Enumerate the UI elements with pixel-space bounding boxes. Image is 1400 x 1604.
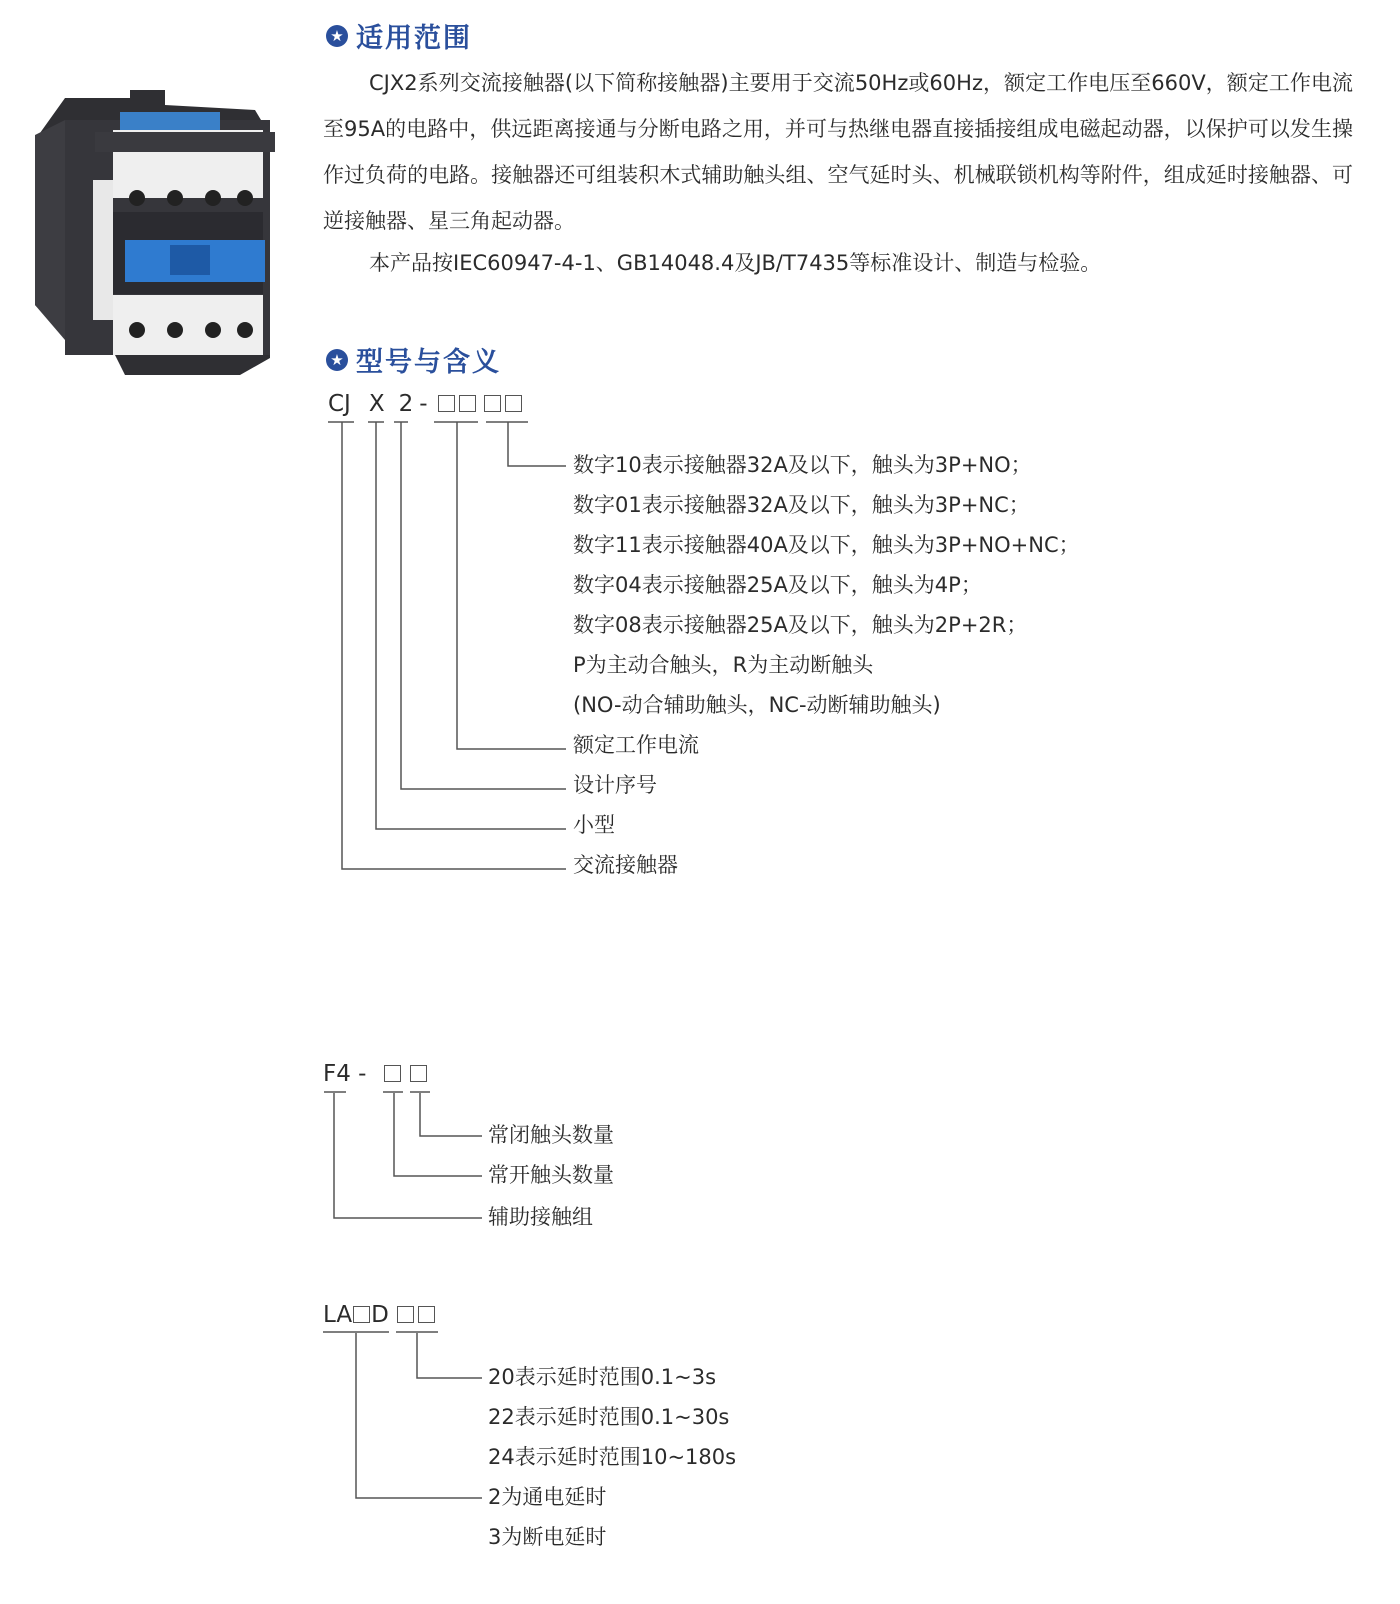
leader-line (420, 1093, 482, 1136)
placeholder-box (384, 1065, 401, 1082)
meaning-line: 2为通电延时 (488, 1485, 607, 1509)
code-part-cj: CJ (328, 391, 351, 417)
leader-line (401, 422, 566, 789)
meaning-line: 24表示延时范围10~180s (488, 1445, 737, 1469)
placeholder-box (397, 1306, 414, 1323)
meaning-line: 数字10表示接触器32A及以下，触头为3P+NO； (573, 453, 1032, 477)
leader-line (508, 422, 566, 466)
leader-line (394, 1093, 482, 1176)
meaning-line: P为主动合触头，R为主动断触头 (573, 653, 874, 677)
leader-line (417, 1333, 482, 1378)
code-prefix: F4 - (323, 1061, 367, 1087)
meaning-line: 设计序号 (573, 773, 657, 797)
code-part-x: X (368, 391, 385, 417)
meaning-line: 小型 (573, 813, 615, 837)
placeholder-box (353, 1306, 370, 1323)
code-part-2: 2 (398, 391, 414, 417)
meaning-line: 数字08表示接触器25A及以下，触头为2P+2R； (573, 613, 1028, 637)
leader-line (376, 422, 566, 829)
meaning-line: 交流接触器 (573, 853, 678, 877)
meaning-line: 数字01表示接触器32A及以下，触头为3P+NC； (573, 493, 1030, 517)
meaning-line: 辅助接触组 (488, 1205, 593, 1229)
code-part-dash: - (419, 391, 428, 417)
scope-paragraph: CJX2系列交流接触器(以下简称接触器)主要用于交流50Hz或60Hz，额定工作电压至660V，额定工作电流至95A的电路中，供远距离接通与分断电路之用，并可与热继电器直接插接组成电磁起动器，以保护可以发生操作过负荷的电路。接触器还可组装积木式辅助触头组、空气延时头、机械联锁机构等附件，组成延时接触器、可逆接触器、星三角起动器。 (323, 71, 1353, 233)
leader-line (457, 422, 566, 749)
meaning-line: (NO-动合辅助触头，NC-动断辅助触头) (573, 693, 941, 717)
code-prefix: D (371, 1302, 389, 1328)
meaning-line: 数字11表示接触器40A及以下，触头为3P+NO+NC； (573, 533, 1080, 557)
star-icon: ★ (326, 25, 348, 47)
section-title: 适用范围 (356, 23, 472, 54)
meaning-line: 20表示延时范围0.1~3s (488, 1365, 717, 1389)
standards-paragraph: 本产品按IEC60947-4-1、GB14048.4及JB/T7435等标准设计、制造与检验。 (369, 251, 1102, 275)
leader-line (334, 1093, 482, 1218)
meaning-line: 3为断电延时 (488, 1525, 607, 1549)
meaning-line: 数字04表示接触器25A及以下，触头为4P； (573, 573, 982, 597)
star-icon: ★ (326, 349, 348, 371)
code-prefix: LA (323, 1302, 353, 1328)
placeholder-box (418, 1306, 435, 1323)
leader-line (356, 1333, 482, 1498)
meaning-line: 常开触头数量 (488, 1163, 614, 1187)
model-code-f4 (323, 1061, 429, 1087)
meaning-line: 22表示延时范围0.1~30s (488, 1405, 730, 1429)
placeholder-box (410, 1065, 427, 1082)
model-code-la (323, 1302, 437, 1328)
meaning-line: 额定工作电流 (573, 733, 699, 757)
meaning-line: 常闭触头数量 (488, 1123, 614, 1147)
section-title: 型号与含义 (356, 347, 501, 378)
